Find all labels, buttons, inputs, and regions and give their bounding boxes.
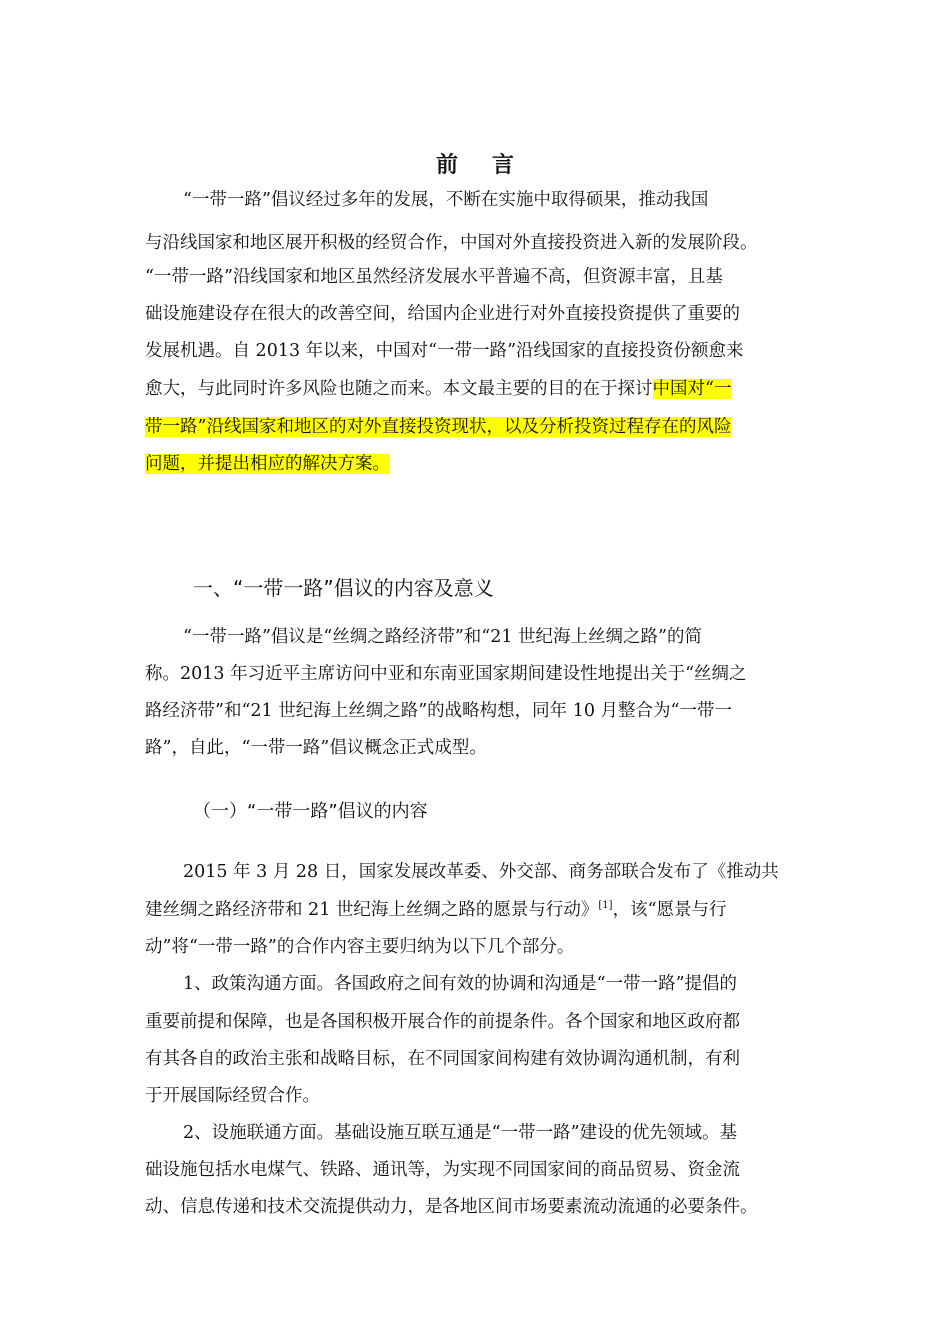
- preface-highlight-1: 中国对“一: [652, 379, 732, 399]
- subsection-para3-line-3: 动、信息传递和技术交流提供动力，是各地区间市场要素流动流通的必要条件。: [145, 1197, 758, 1217]
- preface-line-1: “一带一路”倡议经过多年的发展，不断在实施中取得硕果，推动我国: [183, 190, 709, 210]
- preface-line-4: 础设施建设存在很大的改善空间，给国内企业进行对外直接投资提供了重要的: [145, 304, 740, 324]
- para1-line-2-tail: ，该“愿景与行: [612, 900, 727, 920]
- subsection-heading: （一）“一带一路”倡议的内容: [193, 801, 428, 822]
- preface-line-8: [145, 451, 390, 477]
- preface-highlight-2: 带一路”沿线国家和地区的对外直接投资现状，以及分析投资过程存在的风险: [145, 417, 732, 437]
- section1-line-4: 路”，自此，“一带一路”倡议概念正式成型。: [145, 738, 487, 758]
- subsection-para2-line-1: 1、政策沟通方面。各国政府之间有效的协调和沟通是“一带一路”提倡的: [183, 974, 738, 994]
- subsection-para2-line-3: 有其各自的政治主张和战略目标，在不同国家间构建有效协调沟通机制，有利: [145, 1049, 740, 1069]
- subsection-para1-line-1: 2015 年 3 月 28 日，国家发展改革委、外交部、商务部联合发布了《推动共: [183, 862, 779, 882]
- para1-line-2-text: 建丝绸之路经济带和 21 世纪海上丝绸之路的愿景与行动》: [145, 900, 599, 920]
- subsection-para2-line-2: 重要前提和保障，也是各国积极开展合作的前提条件。各个国家和地区政府都: [145, 1012, 740, 1032]
- preface-highlight-3: 问题，并提出相应的解决方案。: [145, 454, 390, 474]
- section1-line-1: “一带一路”倡议是“丝绸之路经济带”和“21 世纪海上丝绸之路”的简: [183, 627, 703, 647]
- section1-line-2: 称。2013 年习近平主席访问中亚和东南亚国家期间建设性地提出关于“丝绸之: [145, 664, 747, 684]
- subsection-para2-line-4: 于开展国际经贸合作。: [145, 1086, 320, 1106]
- subsection-para3-line-1: 2、设施联通方面。基础设施互联互通是“一带一路”建设的优先领域。基: [183, 1123, 738, 1143]
- preface-line-2: 与沿线国家和地区展开积极的经贸合作，中国对外直接投资进入新的发展阶段。: [145, 233, 758, 253]
- section-heading: 一、“一带一路”倡议的内容及意义: [193, 576, 494, 600]
- subsection-para1-line-2: [145, 897, 727, 923]
- section1-line-3: 路经济带”和“21 世纪海上丝绸之路”的战略构想，同年 10 月整合为“一带一: [145, 701, 733, 721]
- subsection-para1-line-3: 动”将“一带一路”的合作内容主要归纳为以下几个部分。: [145, 937, 575, 957]
- subsection-para3-line-2: 础设施包括水电煤气、铁路、通讯等，为实现不同国家间的商品贸易、资金流: [145, 1160, 740, 1180]
- citation-marker: [1]: [598, 900, 613, 911]
- preface-line-3: “一带一路”沿线国家和地区虽然经济发展水平普遍不高，但资源丰富，且基: [145, 267, 723, 287]
- preface-line-6: [145, 376, 731, 402]
- preface-line-6-text: 愈大，与此同时许多风险也随之而来。本文最主要的目的在于探讨: [145, 379, 653, 399]
- preface-line-7: [145, 414, 731, 440]
- preface-line-5: 发展机遇。自 2013 年以来，中国对“一带一路”沿线国家的直接投资份额愈来: [145, 341, 744, 361]
- preface-title: 前言: [435, 153, 548, 178]
